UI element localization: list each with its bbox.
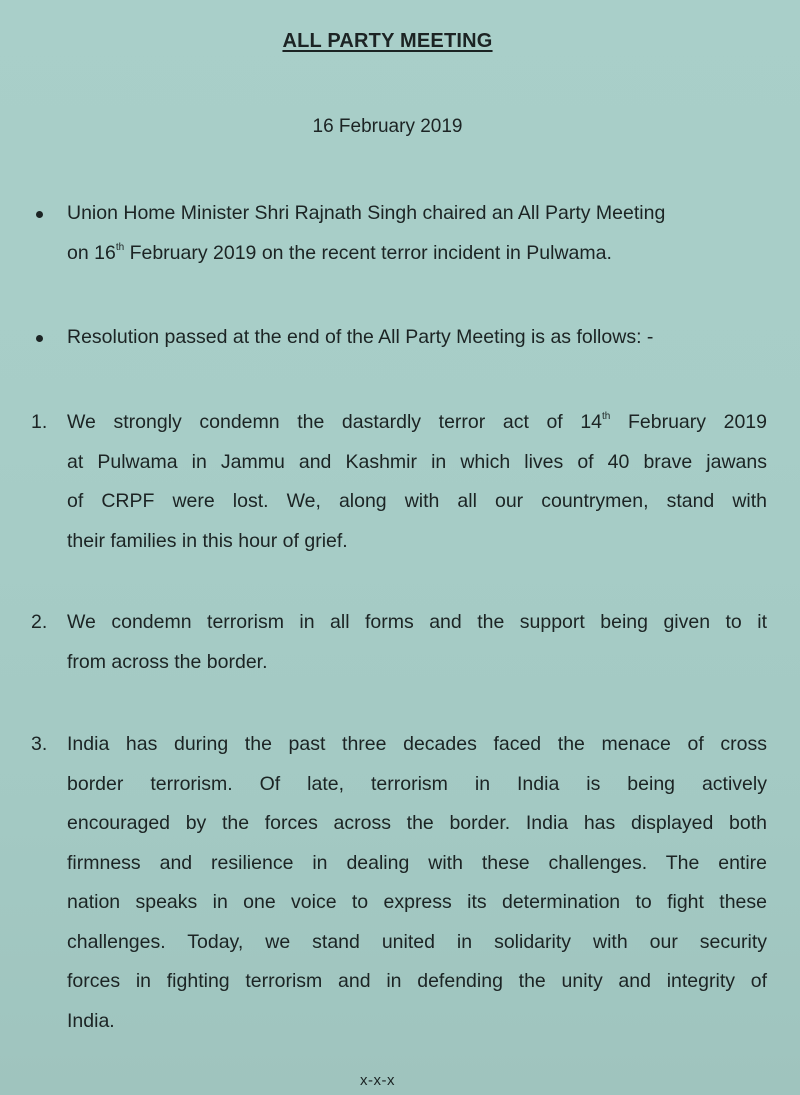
resolution-text-line: We condemn terrorism in all forms and the support being given to it — [67, 611, 767, 633]
resolution-text-line: from across the border. — [67, 650, 268, 673]
bullet-text-line: Resolution passed at the end of the All Party Meeting is as follows: - — [67, 326, 654, 348]
end-mark: x-x-x — [360, 1072, 395, 1089]
resolution-text-line: forces in fighting terrorism and in defending the unity and integrity of — [67, 970, 767, 992]
resolution-item — [31, 725, 767, 1041]
resolution-text-line: at Pulwama in Jammu and Kashmir in which lives of 40 brave jawans — [67, 450, 767, 473]
resolution-text-line: India. — [67, 1009, 115, 1032]
bullet-item — [67, 194, 767, 273]
resolution-text-line: firmness and resilience in dealing with these challenges. The entire — [67, 851, 767, 874]
resolution-item — [31, 403, 767, 561]
resolution-text-line: their families in this hour of grief. — [67, 529, 348, 552]
resolution-text-line: encouraged by the forces across the border. India has displayed both — [67, 812, 767, 834]
resolution-text-line: challenges. Today, we stand united in solidarity with our security — [67, 930, 767, 953]
resolution-number: 1. — [31, 411, 48, 433]
bullet-text-line: on 16th February 2019 on the recent terror incident in Pulwama. — [67, 241, 612, 264]
resolution-text-line: nation speaks in one voice to express its determination to fight these — [67, 891, 767, 913]
bullet-icon — [36, 211, 43, 218]
resolution-number: 2. — [31, 611, 48, 633]
resolution-text-line: of CRPF were lost. We, along with all our countrymen, stand with — [67, 490, 767, 512]
document-title: ALL PARTY MEETING — [282, 30, 493, 52]
document-date: 16 February 2019 — [312, 116, 463, 137]
resolution-number: 3. — [31, 733, 48, 755]
resolution-item — [31, 603, 767, 682]
resolution-text-line: India has during the past three decades faced the menace of cross — [67, 733, 767, 755]
bullet-item — [67, 318, 767, 358]
resolution-text-line: border terrorism. Of late, terrorism in India is being actively — [67, 772, 767, 795]
bullet-text-line: Union Home Minister Shri Rajnath Singh chaired an All Party Meeting — [67, 202, 666, 224]
resolution-text-line: We strongly condemn the dastardly terror act of 14th February 2019 — [67, 411, 767, 433]
bullet-icon — [36, 335, 43, 342]
